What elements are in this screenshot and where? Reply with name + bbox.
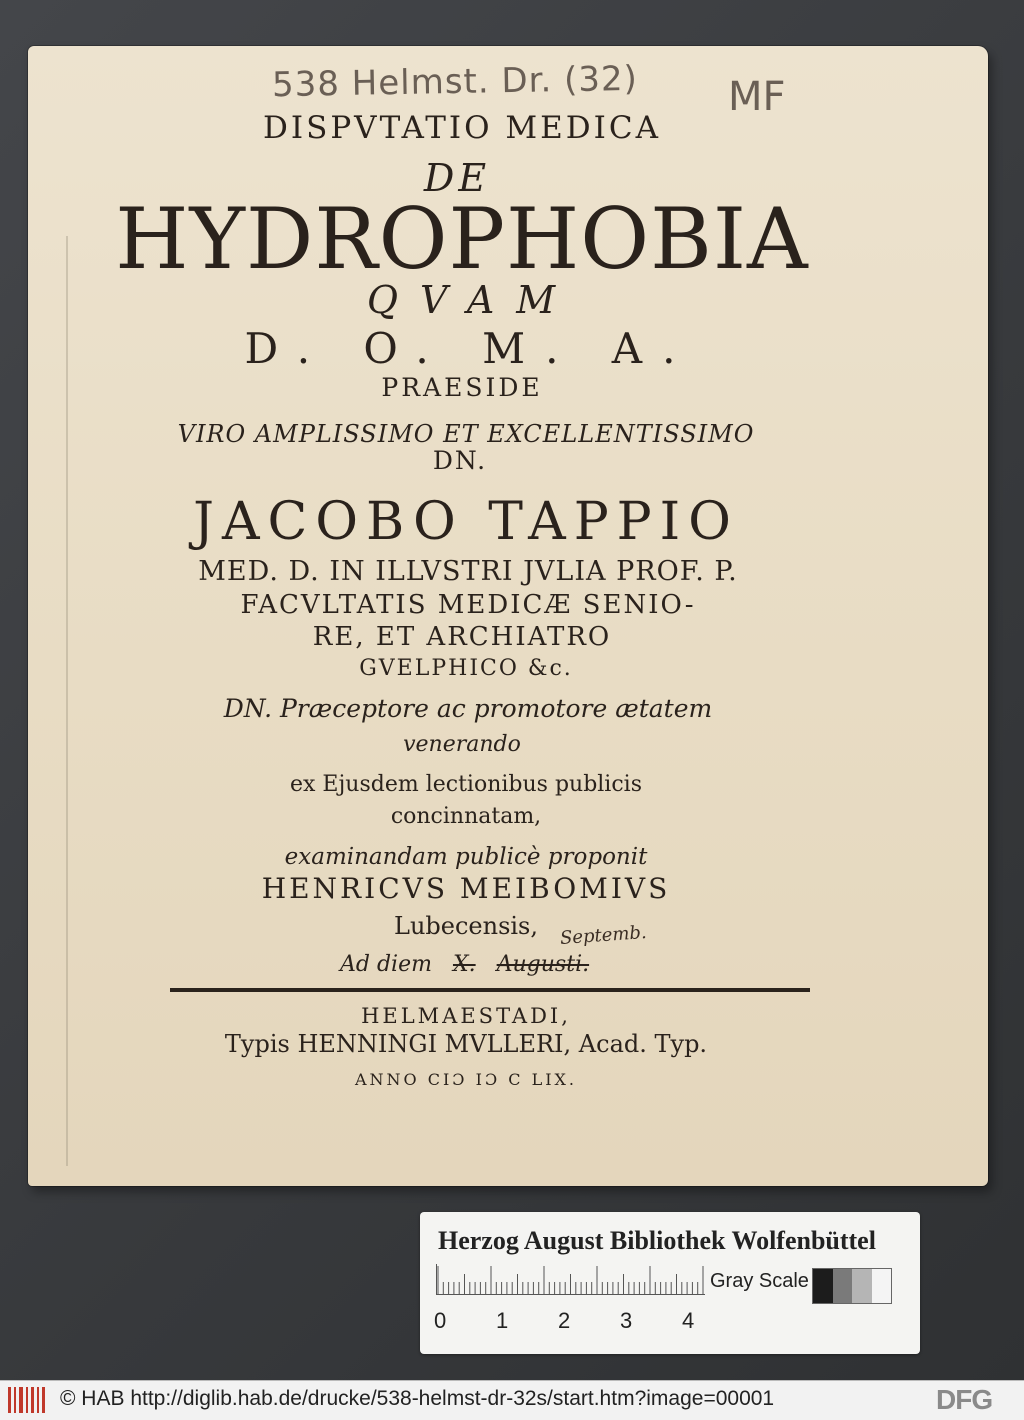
imprint-year: ANNO CIƆ IƆ C LIX. [354,1070,578,1089]
handwritten-septemb: Septemb. [559,922,648,949]
title-de: DE [423,156,491,200]
title-viro: VIRO AMPLISSIMO ET EXCELLENTISSIMO [177,420,755,448]
title-jacobo-tappio: JACOBO TAPPIO [193,492,739,552]
struck-month: Augusti. [496,952,590,977]
title-archiatro: RE, ET ARCHIATRO [312,622,612,652]
ruler-scale [436,1264,705,1295]
ruler-number: 4 [682,1308,695,1333]
gray-swatch [813,1269,833,1303]
copyright-url[interactable]: © HAB http://diglib.hab.de/drucke/538-helmst-dr-32s/start.htm?image=00001 [60,1387,775,1410]
ruler-number: 0 [434,1308,447,1333]
gray-swatch [872,1269,892,1303]
title-concinnatam: concinnatam, [390,804,542,829]
ruler-numbers [434,1308,734,1338]
imprint-place: HELMAESTADI, [361,1004,571,1028]
handwritten-mf-mark: MF [728,74,786,120]
title-guelphico: GVELPHICO &c. [359,656,573,681]
ad-diem-text: Ad diem [340,952,432,977]
struck-day: X. [452,952,476,977]
horizontal-rule [170,988,810,992]
viewer-footer [0,1380,1024,1420]
ruler-ticks [437,1264,705,1294]
handwritten-shelfmark: 538 Helmst. Dr. (32) [271,58,639,106]
title-disputatio: DISPVTATIO MEDICA [262,110,662,146]
gray-swatch [852,1269,872,1303]
gray-scale-label: Gray Scale [710,1270,809,1292]
gray-scale-swatches [812,1268,892,1304]
title-hydrophobia: HYDROPHOBIA [115,190,809,288]
title-lubecensis: Lubecensis, [394,912,538,940]
dfg-logo: DFG [936,1384,993,1415]
title-ex-ejusdem: ex Ejusdem lectionibus publicis [289,772,642,797]
ruler-number: 2 [558,1308,571,1333]
title-henricus-meibomius: HENRICVS MEIBOMIVS [261,872,671,905]
ruler-number: 3 [620,1308,633,1333]
gray-swatch [833,1269,853,1303]
title-praeside: PRAESIDE [381,373,543,402]
title-dn: DN. [432,446,488,475]
library-reference-card [420,1212,920,1354]
title-facultatis: FACVLTATIS MEDICÆ SENIO- [240,590,696,620]
ad-diem-line [340,952,589,977]
library-name: Herzog August Bibliothek Wolfenbüttel [438,1226,876,1255]
barcode-icon [6,1385,48,1415]
title-venerando: venerando [403,732,521,757]
title-med-d: MED. D. IN ILLVSTRI JVLIA PROF. P. [198,556,738,587]
title-quam: QVAM [366,278,578,322]
ruler-number: 1 [496,1308,509,1333]
title-praeceptore: DN. Præceptore ac promotore ætatem [223,694,713,723]
title-examinandam: examinandam publicè proponit [284,844,648,870]
imprint-printer: Typis HENNINGI MVLLERI, Acad. Typ. [224,1030,708,1058]
title-doma: D. O. M. A. [244,324,696,373]
